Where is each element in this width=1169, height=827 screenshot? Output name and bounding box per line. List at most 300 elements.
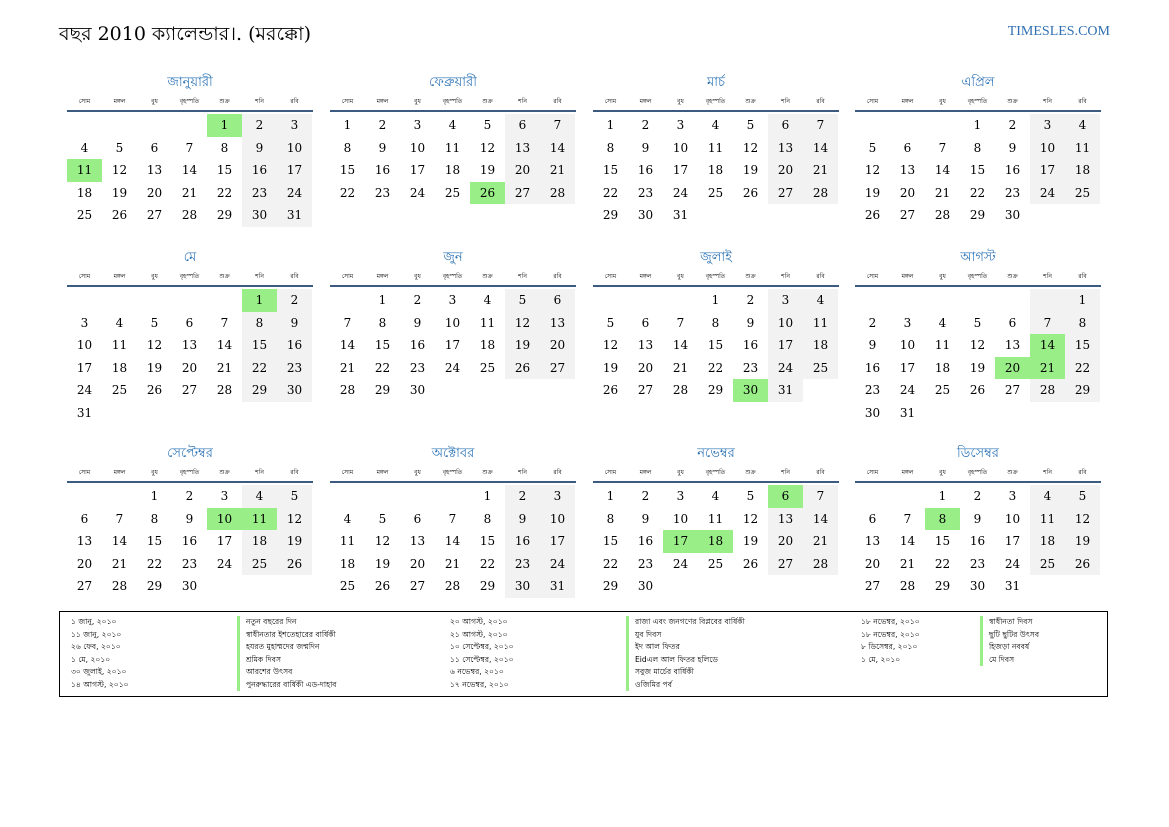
day-cell: 23 xyxy=(242,182,277,205)
day-cell: 9 xyxy=(641,511,650,526)
day-cell: 24 xyxy=(277,182,312,205)
empty-cell xyxy=(102,402,137,425)
weekday-label: বৃহস্পতি xyxy=(442,469,463,476)
weekday-label: বৃহস্পতি xyxy=(179,469,200,476)
day-cell: 11 xyxy=(479,315,496,330)
day-cell: 24 xyxy=(1004,556,1021,571)
weekday-label: সোম xyxy=(866,98,879,105)
empty-cell xyxy=(1030,289,1065,312)
month-name: মে xyxy=(183,250,197,265)
weekday-label: শনি xyxy=(781,273,790,280)
week-row xyxy=(67,402,313,425)
day-cell: 14 xyxy=(181,163,198,177)
day-cell: 15 xyxy=(374,338,391,352)
week-row xyxy=(330,312,576,335)
weekday-label: রবি xyxy=(553,469,562,476)
empty-cell xyxy=(995,402,1030,425)
day-cell: 30 xyxy=(277,379,312,402)
weekday-header xyxy=(330,467,576,483)
day-cell: 28 xyxy=(216,383,233,397)
day-cell: 13 xyxy=(768,137,803,160)
weekday-label: শনি xyxy=(255,98,264,105)
weekday-label: বুধ xyxy=(151,273,158,280)
week-row xyxy=(67,204,313,227)
day-cell: 10 xyxy=(672,511,689,526)
empty-cell xyxy=(890,289,925,312)
day-cell: 17 xyxy=(1004,534,1021,548)
day-cell: 27 xyxy=(505,182,540,205)
day-cell: 4 xyxy=(711,118,720,132)
day-cell: 14 xyxy=(934,163,951,177)
day-cell: 22 xyxy=(934,556,951,571)
day-cell: 26 xyxy=(742,556,759,571)
holiday-names-column xyxy=(626,616,745,691)
weekday-label: রবি xyxy=(553,273,562,280)
holiday-date: ৬ নভেম্বর, ২০১০ xyxy=(450,667,504,676)
week-row xyxy=(330,182,576,205)
day-cell: 14 xyxy=(216,338,233,352)
day-cell: 7 xyxy=(185,140,194,155)
day-cell: 12 xyxy=(602,338,619,352)
day-cell: 26 xyxy=(111,208,128,222)
day-cell: 24 xyxy=(76,383,93,397)
day-cell: 19 xyxy=(742,534,759,548)
weekday-label: বুধ xyxy=(677,469,684,476)
day-cell: 28 xyxy=(803,182,838,205)
weekday-label: মঙ্গল xyxy=(376,469,389,476)
week-row xyxy=(593,530,839,553)
day-cell: 22 xyxy=(602,185,619,200)
day-cell: 17 xyxy=(444,338,461,352)
day-cell: 19 xyxy=(479,163,496,177)
day-cell: 6 xyxy=(540,289,575,312)
day-cell: 1 xyxy=(378,293,387,307)
day-cell: 3 xyxy=(80,315,89,330)
week-row xyxy=(855,485,1101,508)
day-cell: 15 xyxy=(707,338,724,352)
day-cell: 30 xyxy=(637,579,654,593)
empty-cell xyxy=(733,204,768,227)
day-cell: 5 xyxy=(277,485,312,508)
day-cell: 11 xyxy=(1030,508,1065,531)
week-row xyxy=(593,204,839,227)
day-cell: 26 xyxy=(1065,553,1100,576)
day-cell: 10 xyxy=(1030,137,1065,160)
holiday-date: ২০ আগস্ট, ২০১০ xyxy=(450,617,508,626)
empty-cell xyxy=(1065,575,1100,598)
day-cell: 5 xyxy=(483,118,492,132)
day-cell: 21 xyxy=(540,159,575,182)
day-cell: 21 xyxy=(1030,357,1065,380)
week-row xyxy=(330,575,576,598)
day-cell: 24 xyxy=(1030,182,1065,205)
day-cell: 26 xyxy=(742,185,759,200)
month-name: সেপ্টেম্বর xyxy=(167,446,213,461)
day-cell: 29 xyxy=(479,579,496,593)
day-cell: 22 xyxy=(1065,357,1100,380)
empty-cell xyxy=(890,485,925,508)
day-cell: 3 xyxy=(1008,489,1017,503)
day-cell: 23 xyxy=(505,553,540,576)
weekday-label: শুক্র xyxy=(1007,469,1018,476)
holiday-date: ১ মে, ২০১০ xyxy=(861,654,901,664)
day-cell: 15 xyxy=(602,534,619,548)
week-row xyxy=(855,553,1101,576)
day-cell: 24 xyxy=(672,185,689,200)
site-link[interactable]: TIMESLES.COM xyxy=(1007,24,1110,39)
empty-cell xyxy=(67,114,102,137)
day-cell: 5 xyxy=(378,511,387,526)
day-cell: 10 xyxy=(1004,511,1021,526)
weekday-header xyxy=(855,96,1101,112)
day-cell: 9 xyxy=(746,315,755,330)
day-cell: 6 xyxy=(150,140,159,155)
weekday-label: শুক্র xyxy=(482,98,493,105)
weekday-label: শনি xyxy=(518,469,527,476)
holiday-date: ২১ আগস্ট, ২০১০ xyxy=(450,629,508,639)
day-cell: 8 xyxy=(925,508,960,531)
empty-cell xyxy=(925,402,960,425)
weekday-label: রবি xyxy=(816,469,825,476)
day-cell: 31 xyxy=(672,208,689,222)
weekday-label: বুধ xyxy=(151,469,158,476)
week-row xyxy=(330,508,576,531)
day-cell: 26 xyxy=(374,579,391,593)
day-cell: 15 xyxy=(479,534,496,548)
holiday-name: রাজা এবং জনগণের বিপ্লবের বার্ষিকী xyxy=(626,616,745,629)
day-cell: 17 xyxy=(76,360,93,375)
day-cell: 19 xyxy=(505,334,540,357)
day-cell: 5 xyxy=(115,140,124,155)
day-cell: 22 xyxy=(146,556,163,571)
weekday-label: শুক্র xyxy=(1007,273,1018,280)
day-cell: 4 xyxy=(115,315,124,330)
day-cell: 13 xyxy=(899,163,916,177)
week-row xyxy=(593,114,839,137)
week-row xyxy=(67,182,313,205)
day-cell: 21 xyxy=(444,556,461,571)
empty-cell xyxy=(400,485,435,508)
empty-cell xyxy=(698,204,733,227)
holiday-dates-column xyxy=(450,616,514,691)
day-cell: 13 xyxy=(1004,338,1021,352)
day-cell: 11 xyxy=(67,159,102,182)
day-cell: 14 xyxy=(111,534,128,548)
weekday-label: মঙ্গল xyxy=(639,273,652,280)
day-cell: 23 xyxy=(742,360,759,375)
day-cell: 8 xyxy=(711,315,720,330)
day-cell: 13 xyxy=(768,508,803,531)
empty-cell xyxy=(803,379,838,402)
month-name: জানুয়ারী xyxy=(167,75,213,90)
day-cell: 19 xyxy=(111,185,128,200)
weekday-header xyxy=(593,271,839,287)
week-row xyxy=(67,312,313,335)
day-cell: 20 xyxy=(768,530,803,553)
day-cell: 18 xyxy=(479,338,496,352)
holiday-date: ১৪ আগস্ট, ২০১০ xyxy=(71,679,129,689)
week-row xyxy=(593,334,839,357)
day-cell: 12 xyxy=(742,511,759,526)
week-row xyxy=(593,159,839,182)
holiday-name: মে দিবস xyxy=(980,654,1039,667)
week-row xyxy=(330,379,576,402)
day-cell: 10 xyxy=(409,140,426,155)
day-cell: 11 xyxy=(444,140,461,155)
day-cell: 29 xyxy=(707,383,724,397)
day-cell: 28 xyxy=(339,383,356,397)
empty-cell xyxy=(803,575,838,598)
day-cell: 25 xyxy=(803,357,838,380)
holiday-date: ১০ সেপ্টেম্বর, ২০১০ xyxy=(450,642,514,651)
weekday-header xyxy=(330,271,576,287)
day-cell: 17 xyxy=(409,163,426,177)
day-cell: 13 xyxy=(637,338,654,352)
day-cell: 7 xyxy=(803,485,838,508)
weekday-label: রবি xyxy=(1078,469,1087,476)
day-cell: 21 xyxy=(899,556,916,571)
holiday-name: পুনরুদ্ধারের বার্ষিকী এড-দাহাব xyxy=(237,679,337,692)
day-cell: 28 xyxy=(803,553,838,576)
day-cell: 2 xyxy=(185,489,194,503)
weekday-label: বৃহস্পতি xyxy=(967,98,988,105)
day-cell: 20 xyxy=(505,159,540,182)
week-row xyxy=(855,402,1101,425)
day-cell: 25 xyxy=(1030,553,1065,576)
weekday-header xyxy=(855,467,1101,483)
day-cell: 16 xyxy=(969,534,986,548)
weekday-label: শুক্র xyxy=(219,469,230,476)
day-cell: 21 xyxy=(181,185,198,200)
weekday-label: মঙ্গল xyxy=(113,273,126,280)
day-cell: 27 xyxy=(540,357,575,380)
day-cell: 15 xyxy=(934,534,951,548)
day-cell: 29 xyxy=(216,208,233,222)
weekday-label: শনি xyxy=(518,98,527,105)
day-cell: 11 xyxy=(934,338,951,352)
day-cell: 5 xyxy=(150,315,159,330)
day-cell: 2 xyxy=(277,289,312,312)
week-row xyxy=(330,357,576,380)
day-cell: 12 xyxy=(277,508,312,531)
day-cell: 27 xyxy=(409,579,426,593)
day-cell: 29 xyxy=(602,208,619,222)
day-cell: 23 xyxy=(864,383,881,397)
day-cell: 1 xyxy=(973,118,982,132)
week-row xyxy=(330,289,576,312)
empty-cell xyxy=(593,289,628,312)
day-cell: 6 xyxy=(768,485,803,508)
day-cell: 13 xyxy=(409,534,426,548)
week-row xyxy=(593,289,839,312)
month-name: নভেম্বর xyxy=(697,446,735,461)
day-cell: 14 xyxy=(672,338,689,352)
day-cell: 4 xyxy=(448,118,457,132)
weekday-label: বৃহস্পতি xyxy=(442,273,463,280)
empty-cell xyxy=(505,379,540,402)
holiday-name: ছুটি ছুটির উৎসব xyxy=(980,629,1039,642)
week-row xyxy=(330,485,576,508)
day-cell: 2 xyxy=(973,489,982,503)
empty-cell xyxy=(172,289,207,312)
day-cell: 6 xyxy=(185,315,194,330)
day-cell: 19 xyxy=(277,530,312,553)
weekday-label: বুধ xyxy=(939,469,946,476)
day-cell: 3 xyxy=(1030,114,1065,137)
empty-cell xyxy=(137,402,172,425)
week-row xyxy=(855,114,1101,137)
day-cell: 8 xyxy=(606,511,615,526)
holiday-date: ১৭ নভেম্বর, ২০১০ xyxy=(450,679,509,689)
day-cell: 3 xyxy=(413,118,422,132)
holiday-date: ১৮ নভেম্বর, ২০১০ xyxy=(861,629,920,639)
day-cell: 2 xyxy=(641,118,650,132)
weekday-label: রবি xyxy=(1078,98,1087,105)
holiday-date: ৮ ডিসেম্বর, ২০১০ xyxy=(861,642,918,651)
empty-cell xyxy=(698,575,733,598)
day-cell: 7 xyxy=(220,315,229,330)
week-row xyxy=(593,137,839,160)
weekday-label: মঙ্গল xyxy=(376,273,389,280)
day-cell: 17 xyxy=(216,534,233,548)
day-cell: 14 xyxy=(540,137,575,160)
week-row xyxy=(330,137,576,160)
day-cell: 13 xyxy=(76,534,93,548)
day-cell: 9 xyxy=(973,511,982,526)
day-cell: 31 xyxy=(768,379,803,402)
holiday-dates-column xyxy=(861,616,920,666)
day-cell: 22 xyxy=(339,185,356,200)
day-cell: 3 xyxy=(676,489,685,503)
day-cell: 29 xyxy=(1065,379,1100,402)
empty-cell xyxy=(1065,402,1100,425)
day-cell: 28 xyxy=(672,383,689,397)
empty-cell xyxy=(855,289,890,312)
day-cell: 25 xyxy=(479,360,496,375)
week-row xyxy=(67,159,313,182)
empty-cell xyxy=(628,289,663,312)
weekday-label: বৃহস্পতি xyxy=(967,273,988,280)
day-cell: 20 xyxy=(409,556,426,571)
day-cell: 28 xyxy=(1030,379,1065,402)
holiday-name: নতুন বছরের দিন xyxy=(237,616,337,629)
day-cell: 6 xyxy=(505,114,540,137)
weekday-label: সোম xyxy=(866,273,879,280)
day-cell: 15 xyxy=(242,334,277,357)
empty-cell xyxy=(733,575,768,598)
weekday-label: শুক্র xyxy=(1007,98,1018,105)
day-cell: 14 xyxy=(899,534,916,548)
day-cell: 9 xyxy=(505,508,540,531)
week-row xyxy=(855,312,1101,335)
day-cell: 30 xyxy=(242,204,277,227)
day-cell: 9 xyxy=(378,140,387,155)
day-cell: 3 xyxy=(220,489,229,503)
day-cell: 8 xyxy=(378,315,387,330)
weekday-label: সোম xyxy=(78,98,91,105)
week-row xyxy=(67,379,313,402)
weekday-header xyxy=(593,467,839,483)
day-cell: 3 xyxy=(448,293,457,307)
weekday-label: মঙ্গল xyxy=(901,469,914,476)
day-cell: 10 xyxy=(207,508,242,531)
month-block xyxy=(593,72,839,227)
day-cell: 1 xyxy=(150,489,159,503)
day-cell: 21 xyxy=(111,556,128,571)
week-row xyxy=(855,379,1101,402)
month-block xyxy=(67,247,313,424)
weekday-label: বৃহস্পতি xyxy=(179,98,200,105)
day-cell: 11 xyxy=(707,511,724,526)
holiday-names-column xyxy=(237,616,337,691)
day-cell: 16 xyxy=(1004,163,1021,177)
weekday-header xyxy=(855,271,1101,287)
month-name: এপ্রিল xyxy=(961,75,995,90)
empty-cell xyxy=(663,575,698,598)
day-cell: 17 xyxy=(540,530,575,553)
day-cell: 30 xyxy=(969,579,986,593)
weekday-label: শনি xyxy=(1043,98,1052,105)
day-cell: 1 xyxy=(606,489,615,503)
day-cell: 27 xyxy=(768,553,803,576)
day-cell: 1 xyxy=(207,114,242,137)
day-cell: 16 xyxy=(864,360,881,375)
day-cell: 26 xyxy=(505,357,540,380)
day-cell: 18 xyxy=(1030,530,1065,553)
day-cell: 10 xyxy=(899,338,916,352)
week-row xyxy=(67,575,313,598)
day-cell: 21 xyxy=(803,530,838,553)
empty-cell xyxy=(330,485,365,508)
day-cell: 30 xyxy=(409,383,426,397)
day-cell: 2 xyxy=(868,315,877,330)
day-cell: 30 xyxy=(505,575,540,598)
day-cell: 1 xyxy=(938,489,947,503)
day-cell: 29 xyxy=(242,379,277,402)
weekday-label: শুক্র xyxy=(219,273,230,280)
day-cell: 2 xyxy=(505,485,540,508)
day-cell: 27 xyxy=(768,182,803,205)
empty-cell xyxy=(207,402,242,425)
weekday-label: সোম xyxy=(341,98,354,105)
month-block xyxy=(330,72,576,204)
day-cell: 4 xyxy=(242,485,277,508)
day-cell: 12 xyxy=(864,163,881,177)
day-cell: 1 xyxy=(483,489,492,503)
empty-cell xyxy=(540,379,575,402)
day-cell: 25 xyxy=(707,185,724,200)
week-row xyxy=(330,553,576,576)
empty-cell xyxy=(925,114,960,137)
day-cell: 7 xyxy=(903,511,912,526)
day-cell: 20 xyxy=(995,357,1030,380)
day-cell: 22 xyxy=(242,357,277,380)
day-cell: 16 xyxy=(637,163,654,177)
day-cell: 21 xyxy=(339,360,356,375)
day-cell: 24 xyxy=(899,383,916,397)
empty-cell xyxy=(960,402,995,425)
day-cell: 12 xyxy=(374,534,391,548)
holiday-name: শ্রমিক দিবস xyxy=(237,654,337,667)
day-cell: 23 xyxy=(637,185,654,200)
week-row xyxy=(855,289,1101,312)
holiday-name: Eidএল আল ফিতর হলিডে xyxy=(626,654,745,667)
day-cell: 11 xyxy=(111,338,128,352)
day-cell: 6 xyxy=(80,511,89,526)
weekday-label: সোম xyxy=(604,273,617,280)
week-row xyxy=(330,334,576,357)
week-row xyxy=(593,553,839,576)
